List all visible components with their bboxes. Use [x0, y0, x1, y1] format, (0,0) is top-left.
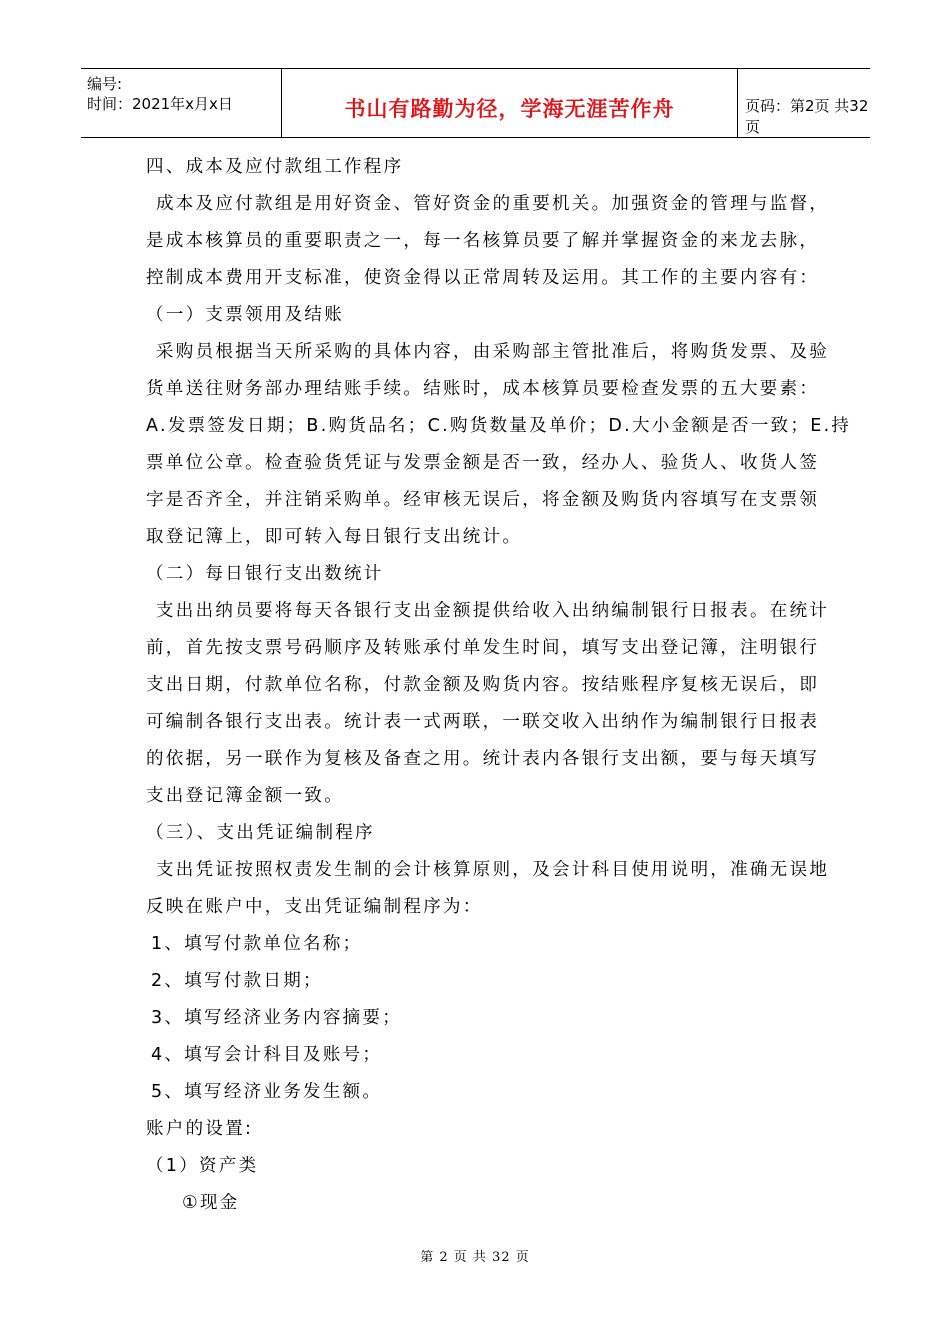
list-item: 3、填写经济业务内容摘要； [151, 1008, 403, 1028]
paragraph-line: 支出出纳员要将每天各银行支出金额提供给收入出纳编制银行日报表。在统计 [156, 601, 830, 621]
subsection-heading: （二）每日银行支出数统计 [146, 564, 384, 584]
paragraph-line: 票单位公章。检查验货凭证与发票金额是否一致，经办人、验货人、收货人签 [146, 453, 820, 473]
header-motto: 书山有路勤为径，学海无涯苦作舟 [344, 97, 675, 121]
paragraph-line: 采购员根据当天所采购的具体内容，由采购部主管批准后，将购货发票、及验 [156, 342, 830, 362]
paragraph-line: 是成本核算员的重要职责之一，每一名核算员要了解并掌握资金的来龙去脉， [146, 231, 820, 251]
paragraph-line: 的依据，另一联作为复核及备查之用。统计表内各银行支出额，要与每天填写 [146, 749, 820, 769]
paragraph-line: 成本及应付款组是用好资金、管好资金的重要机关。加强资金的管理与监督， [156, 194, 830, 214]
paragraph-line: 支出日期，付款单位名称，付款金额及购货内容。按结账程序复核无误后，即 [146, 675, 820, 695]
page-footer: 第 2 页 共 32 页 [420, 1250, 530, 1265]
header-page-info: 页码：第2页 共32页 [745, 97, 869, 136]
list-item: 2、填写付款日期； [151, 971, 323, 991]
section-heading: 四、成本及应付款组工作程序 [146, 157, 404, 177]
paragraph-line: 前，首先按支票号码顺序及转账承付单发生时间，填写支出登记簿，注明银行 [146, 638, 820, 658]
paragraph-line: 控制成本费用开支标准，使资金得以正常周转及运用。其工作的主要内容有： [146, 268, 820, 288]
list-item: ①现金 [182, 1193, 240, 1213]
paragraph-line: 货单送往财务部办理结账手续。结账时，成本核算员要检查发票的五大要素： [146, 379, 820, 399]
paragraph-line: 支出凭证按照权责发生制的会计核算原则，及会计科目使用说明，准确无误地 [156, 860, 830, 880]
paragraph-line: 账户的设置: [146, 1119, 254, 1139]
list-item: 4、填写会计科目及账号； [151, 1045, 383, 1065]
header-info-cell [81, 69, 281, 137]
paragraph-line: 取登记簿上，即可转入每日银行支出统计。 [146, 527, 523, 547]
list-item: 1、填写付款单位名称； [151, 934, 363, 954]
document-body [146, 149, 852, 1222]
paragraph-line: 字是否齐全，并注销采购单。经审核无误后，将金额及购货内容填写在支票领 [146, 490, 820, 510]
paragraph-line: 反映在账户中，支出凭证编制程序为： [146, 897, 483, 917]
header-motto-cell [281, 69, 738, 137]
paragraph-line: A.发票签发日期；B.购货品名；C.购货数量及单价；D.大小金额是否一致；E.持 [146, 416, 852, 436]
subsection-heading: （一）支票领用及结账 [146, 305, 344, 325]
subsection-heading: （三）、支出凭证编制程序 [146, 823, 375, 843]
paragraph-line: 支出登记簿金额一致。 [146, 786, 344, 806]
document-code-label: 编号: [87, 75, 123, 93]
subsection-heading: （1）资产类 [146, 1156, 259, 1176]
header-page-cell [737, 69, 870, 137]
paragraph-line: 可编制各银行支出表。统计表一式两联，一联交收入出纳作为编制银行日报表 [146, 712, 820, 732]
page-header [81, 68, 870, 138]
document-date: 时间：2021年x月x日 [87, 95, 233, 113]
list-item: 5、填写经济业务发生额。 [151, 1082, 383, 1102]
